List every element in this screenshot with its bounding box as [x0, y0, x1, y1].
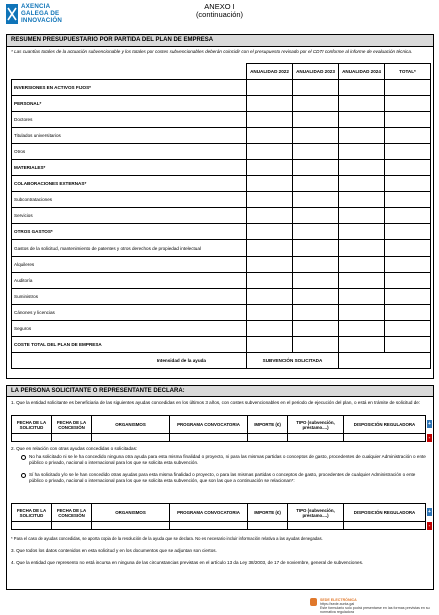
footer-text [320, 598, 430, 614]
budget-cell-2023[interactable] [293, 273, 339, 289]
budget-row-label: Cánones y licencias [12, 305, 247, 321]
budget-cell-2022[interactable] [247, 321, 293, 337]
minus-icon: - [428, 523, 431, 529]
aid2-col-type: TIPO (subvención, préstamo....) [288, 504, 344, 522]
budget-col-2024: ANUALIDAD 2024 [339, 64, 385, 80]
budget-cell-2023[interactable] [293, 257, 339, 273]
budget-header-spacer [12, 64, 247, 80]
requested-subsidy-input[interactable] [339, 353, 431, 369]
footer-note: Este formulario solo podrá presentarse en las formas previstas en su normativa reguladora [320, 606, 430, 614]
aid1-col-regulation: DISPOSICIÓN REGULADORA [344, 416, 426, 434]
budget-row-label: Doctores [12, 112, 247, 128]
budget-cell-total[interactable] [385, 192, 431, 208]
aid1-col-type: TIPO (subvención, préstamo....) [288, 416, 344, 434]
budget-cell-2022[interactable] [247, 160, 293, 176]
budget-cell-2023[interactable] [293, 337, 339, 353]
budget-intensity-row [12, 353, 431, 369]
budget-row [12, 160, 431, 176]
budget-row-label: COLABORACIONES EXTERNAS* [12, 176, 247, 192]
budget-cell-2024[interactable] [339, 289, 385, 305]
budget-cell-2022[interactable] [247, 273, 293, 289]
budget-cell-2022[interactable] [247, 305, 293, 321]
budget-summary-section [6, 34, 434, 379]
budget-cell-total[interactable] [385, 321, 431, 337]
budget-row-label: Suministros [12, 289, 247, 305]
aid2-cell-type[interactable] [288, 522, 344, 530]
budget-cell-total[interactable] [385, 305, 431, 321]
aid-footnote: * Para el caso de ayudas concedidas, se aporta copia de la resolución de la ayuda que se declara. No es necesario incluir información relativa a las ayudas denegadas. [11, 536, 323, 541]
logo-line-3: INNOVACIÓN [21, 16, 63, 24]
budget-col-total: TOTAL* [385, 64, 431, 80]
option-other-aid-text: Sí ha solicitado y/o se le han concedido otras ayudas para esta misma finalidad o proyecto, o para las mismas partidas o conceptos de gasto, procedentes de cualquier Administración o ente público o privado, nacional o internacional para los que se solicita esta subvención, que son las que a continuación se relacionan*: [29, 472, 416, 483]
budget-col-2023: ANUALIDAD 2023 [293, 64, 339, 80]
budget-cell-2024[interactable] [339, 240, 385, 257]
logo-line-1: AXENCIA [21, 3, 51, 10]
budget-cell-2024[interactable] [339, 176, 385, 192]
budget-cell-2022[interactable] [247, 257, 293, 273]
budget-row [12, 128, 431, 144]
aid2-cell-request-date[interactable] [12, 522, 52, 530]
budget-cell-total[interactable] [385, 96, 431, 112]
aid2-remove-row-button[interactable] [427, 522, 432, 530]
declaration-section [6, 385, 434, 590]
budget-cell-2023[interactable] [293, 192, 339, 208]
budget-cell-2023[interactable] [293, 305, 339, 321]
budget-table [11, 63, 431, 369]
option-no-other-aid-text: No ha solicitado ni se le ha concedido ninguna otra ayuda para esta misma finalidad o proyecto, ni para las mismas partidas o conceptos de gasto, procedentes de cualquier Administración o ente público o privado, nacional o internacional para los que se solicita esta subvención. [29, 454, 426, 465]
budget-row [12, 192, 431, 208]
budget-cell-2022[interactable] [247, 289, 293, 305]
budget-cell-total[interactable] [385, 273, 431, 289]
budget-note: * Las cuantías totales de la actuación subvencionable y los totales por costes subvencionables deberán coincidir con el presupuesto revisado por el CDTI conforme al informe de evaluación técnica. [11, 49, 413, 54]
plus-icon: + [428, 509, 431, 515]
budget-row-label: INVERSIONES EN ACTIVOS FIJOS* [12, 80, 247, 96]
budget-cell-2024[interactable] [339, 192, 385, 208]
aid2-col-request-date: FECHA DE LA SOLICITUD [12, 504, 52, 522]
budget-cell-2024[interactable] [339, 112, 385, 128]
budget-cell-2022[interactable] [247, 240, 293, 257]
aid2-cell-bodies[interactable] [92, 522, 170, 530]
budget-cell-2023[interactable] [293, 240, 339, 257]
sede-url[interactable]: https://sede.xunta.gal [320, 602, 355, 606]
declaration-item-4: 4. Que la entidad que represento no está incursa en ninguna de las circunstancias previstas en el artículo 13 da Ley 38/2003, de 17 de noviembre, general de subvenciones. [11, 560, 364, 565]
budget-row [12, 289, 431, 305]
budget-row [12, 240, 431, 257]
option-no-other-aid-radio[interactable] [21, 455, 26, 460]
annex-subtitle: (continuación) [195, 10, 244, 19]
option-other-aid-radio[interactable] [21, 473, 26, 478]
aid1-col-amount: IMPORTE (€) [248, 416, 288, 434]
aid1-remove-row-button[interactable] [427, 434, 432, 442]
aid1-cell-type[interactable] [288, 434, 344, 442]
budget-row [12, 257, 431, 273]
budget-row-label: Auditoría [12, 273, 247, 289]
budget-row [12, 80, 431, 96]
budget-row-label: COSTE TOTAL DEL PLAN DE EMPRESA [12, 337, 247, 353]
intensity-label: Intensidad de la ayuda [12, 353, 247, 369]
budget-cell-2023[interactable] [293, 128, 339, 144]
budget-cell-total[interactable] [385, 144, 431, 160]
minus-icon: - [428, 435, 431, 441]
aid1-add-row-button[interactable] [427, 420, 432, 428]
budget-cell-2024[interactable] [339, 305, 385, 321]
aid1-cell-amount[interactable] [248, 434, 288, 442]
budget-cell-total[interactable] [385, 337, 431, 353]
budget-cell-2022[interactable] [247, 208, 293, 224]
aid1-cell-bodies[interactable] [92, 434, 170, 442]
budget-row-label: Gastos de la solicitud, mantenimiento de patentes y otros derechos de propiedad intelectual [12, 240, 247, 257]
declaration-title: LA PERSONA SOLICITANTE O REPRESENTANTE DECLARA: [7, 386, 433, 397]
budget-cell-total[interactable] [385, 224, 431, 240]
budget-row-label: Titulados universitarios [12, 128, 247, 144]
aid1-col-request-date: FECHA DE LA SOLICITUD [12, 416, 52, 434]
budget-cell-total[interactable] [385, 208, 431, 224]
budget-cell-2023[interactable] [293, 208, 339, 224]
budget-row [12, 337, 431, 353]
budget-cell-2022[interactable] [247, 192, 293, 208]
budget-cell-2022[interactable] [247, 337, 293, 353]
aid-table-2-header [12, 504, 426, 522]
budget-row-label: Servicios [12, 208, 247, 224]
aid2-col-program: PROGRAMA CONVOCATORIA [170, 504, 248, 522]
requested-subsidy-label: SUBVENCIÓN SOLICITADA [247, 353, 339, 369]
budget-cell-2022[interactable] [247, 128, 293, 144]
budget-cell-2024[interactable] [339, 337, 385, 353]
budget-cell-2023[interactable] [293, 321, 339, 337]
budget-cell-2024[interactable] [339, 80, 385, 96]
budget-col-2022: ANUALIDAD 2022 [247, 64, 293, 80]
budget-cell-2024[interactable] [339, 96, 385, 112]
logo-line-2: GALEGA DE [21, 9, 60, 17]
aid2-col-regulation: DISPOSICIÓN REGULADORA [344, 504, 426, 522]
aid2-col-amount: IMPORTE (€) [248, 504, 288, 522]
budget-cell-total[interactable] [385, 160, 431, 176]
budget-row-label: Seguros [12, 321, 247, 337]
budget-cell-total[interactable] [385, 289, 431, 305]
budget-row [12, 224, 431, 240]
annex-title: ANEXO I [204, 2, 235, 11]
aid1-col-grant-date: FECHA DE LA CONCESIÓN [52, 416, 92, 434]
budget-row-label: MATERIALES* [12, 160, 247, 176]
budget-cell-total[interactable] [385, 112, 431, 128]
aid2-cell-amount[interactable] [248, 522, 288, 530]
budget-cell-2024[interactable] [339, 128, 385, 144]
budget-cell-2023[interactable] [293, 289, 339, 305]
budget-cell-2024[interactable] [339, 257, 385, 273]
budget-cell-2023[interactable] [293, 224, 339, 240]
budget-cell-total[interactable] [385, 176, 431, 192]
aid1-cell-program[interactable] [170, 434, 248, 442]
budget-cell-2023[interactable] [293, 160, 339, 176]
budget-row [12, 96, 431, 112]
aid-table-1-row [12, 434, 426, 442]
budget-cell-total[interactable] [385, 80, 431, 96]
sede-label: SEDE ELECTRÓNICA [320, 598, 357, 602]
budget-cell-2024[interactable] [339, 208, 385, 224]
budget-cell-2022[interactable] [247, 112, 293, 128]
aid2-add-row-button[interactable] [427, 508, 432, 516]
aid2-col-grant-date: FECHA DE LA CONCESIÓN [52, 504, 92, 522]
page-footer [0, 598, 439, 615]
budget-cell-total[interactable] [385, 257, 431, 273]
sede-seal-icon [310, 598, 317, 606]
aid2-cell-regulation[interactable] [344, 522, 426, 530]
budget-row [12, 273, 431, 289]
declaration-item-1: 1. Que la entidad solicitante es beneficiaria de las siguientes ayudas concedidas en los últimos 3 años, con costes subvencionables en el periodo de ejecución del plan, o está en trámite de solicitud de: [11, 400, 421, 405]
budget-cell-2024[interactable] [339, 160, 385, 176]
budget-row-label: Subcontrataciones [12, 192, 247, 208]
budget-cell-2023[interactable] [293, 80, 339, 96]
aid-table-1-header [12, 416, 426, 434]
aid2-cell-grant-date[interactable] [52, 522, 92, 530]
budget-row-label: Alquileres [12, 257, 247, 273]
declaration-item-3: 3. Que todos los datos contenidos en esta solicitud y en los documentos que se adjuntan son ciertos. [11, 548, 217, 553]
aid1-cell-grant-date[interactable] [52, 434, 92, 442]
page-header [0, 0, 439, 38]
budget-cell-total[interactable] [385, 128, 431, 144]
aid2-col-bodies: ORGANISMOS [92, 504, 170, 522]
budget-cell-2022[interactable] [247, 224, 293, 240]
declaration-item-2: 2. Que en relación con otras ayudas concedidas o solicitadas: [11, 446, 138, 451]
budget-section-title: RESUMEN PRESUPUESTARIO POR PARTIDA DEL PLAN DE EMPRESA [7, 35, 433, 47]
budget-row [12, 208, 431, 224]
budget-cell-2023[interactable] [293, 112, 339, 128]
budget-row-label: PERSONAL* [12, 96, 247, 112]
budget-row-label: OTROS GASTOS* [12, 224, 247, 240]
budget-row [12, 144, 431, 160]
budget-row [12, 321, 431, 337]
budget-row [12, 305, 431, 321]
budget-cell-2024[interactable] [339, 224, 385, 240]
aid1-col-bodies: ORGANISMOS [92, 416, 170, 434]
budget-header-row [12, 64, 431, 80]
budget-cell-2024[interactable] [339, 144, 385, 160]
aid-table-2 [11, 503, 426, 530]
budget-cell-2023[interactable] [293, 96, 339, 112]
budget-row-label: Otros [12, 144, 247, 160]
budget-cell-2024[interactable] [339, 321, 385, 337]
budget-cell-2022[interactable] [247, 144, 293, 160]
budget-cell-2023[interactable] [293, 144, 339, 160]
aid1-cell-regulation[interactable] [344, 434, 426, 442]
budget-cell-2022[interactable] [247, 96, 293, 112]
budget-cell-2023[interactable] [293, 176, 339, 192]
budget-cell-2022[interactable] [247, 80, 293, 96]
aid-table-1 [11, 415, 426, 442]
budget-cell-2024[interactable] [339, 273, 385, 289]
budget-row [12, 176, 431, 192]
budget-cell-2022[interactable] [247, 176, 293, 192]
aid-table-2-row [12, 522, 426, 530]
aid1-cell-request-date[interactable] [12, 434, 52, 442]
aid1-col-program: PROGRAMA CONVOCATORIA [170, 416, 248, 434]
aid2-cell-program[interactable] [170, 522, 248, 530]
plus-icon: + [428, 421, 431, 427]
budget-cell-total[interactable] [385, 240, 431, 257]
budget-row [12, 112, 431, 128]
